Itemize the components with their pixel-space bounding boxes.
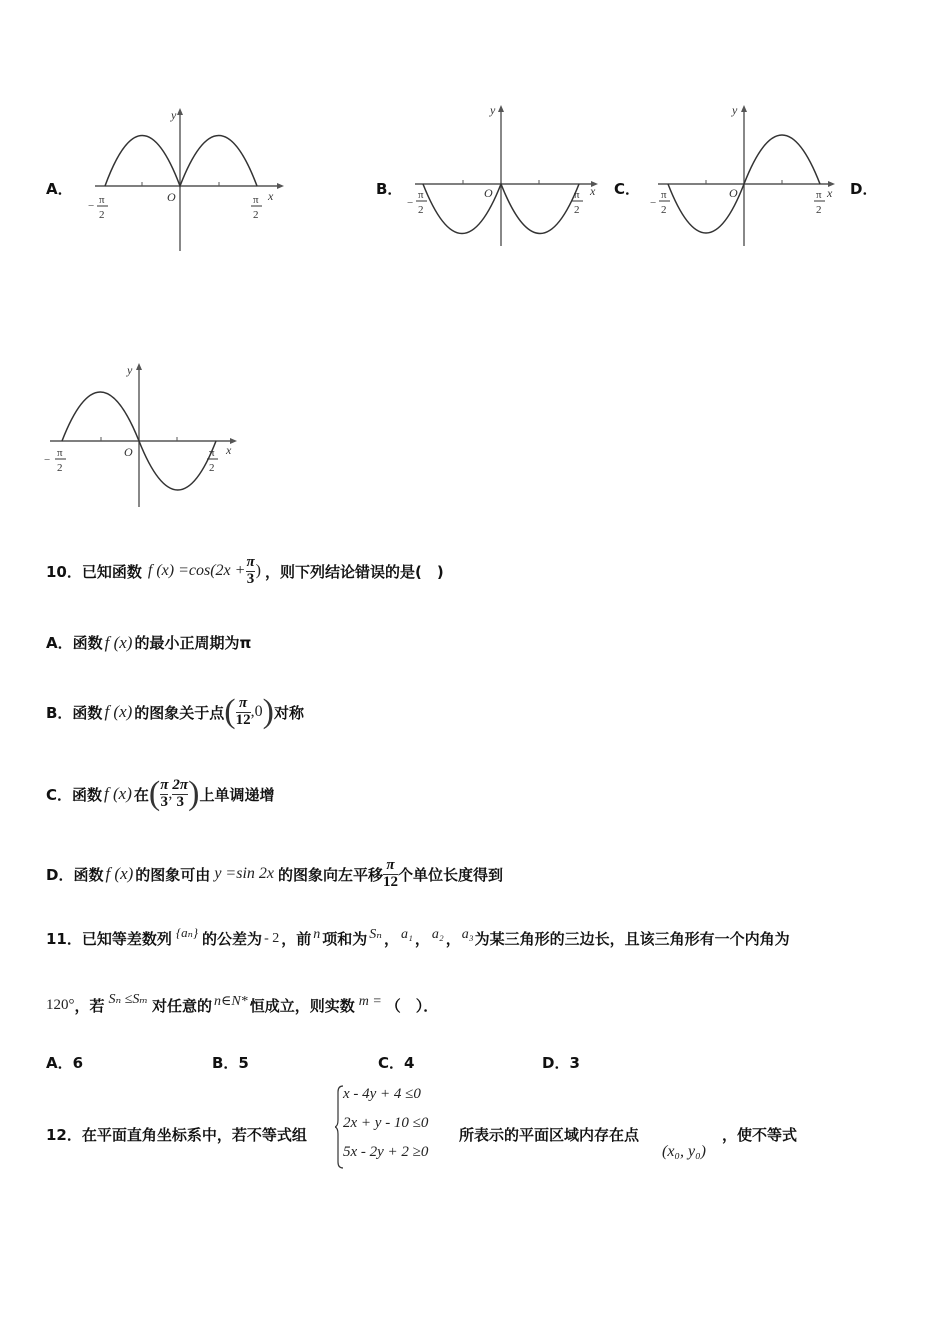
- x-axis-label: x: [827, 186, 833, 200]
- curve: [105, 136, 257, 187]
- graph-a: [85, 105, 295, 255]
- y-axis-label: y: [171, 108, 177, 122]
- y-axis-label: y: [732, 103, 738, 117]
- option-b-label: B．: [376, 180, 403, 198]
- question-11: 11．已知等差数列 {aₙ} 的公差为 - 2 ，前 n 项和为 Sₙ ， a₁ ， a₂ ， a₃ 为某三角形的三边长，且该三角形有一个内角为: [46, 924, 790, 948]
- svg-text:2: 2: [574, 204, 580, 216]
- graph-c: [648, 100, 848, 250]
- svg-text:2: 2: [816, 204, 822, 216]
- question-10: 10．已知函数 f (x) =cos(2x + $\frac{\pi}{3}$ ) ，则下列结论错误的是( ): [46, 554, 444, 587]
- origin-label: O: [167, 190, 176, 204]
- svg-text:2: 2: [661, 204, 667, 216]
- svg-text:π: π: [661, 189, 667, 201]
- x-axis-label: x: [590, 184, 596, 198]
- svg-text:−: −: [650, 197, 657, 209]
- svg-text:2: 2: [253, 209, 259, 221]
- origin-label: O: [124, 445, 133, 459]
- q11-option-c: C．4: [378, 1054, 415, 1072]
- svg-text:π: π: [99, 194, 105, 206]
- svg-text:π: π: [816, 189, 822, 201]
- svg-text:−: −: [88, 200, 95, 212]
- question-12-tail: ，使不等式: [722, 1126, 798, 1144]
- question-12-mid: 所表示的平面区域内存在点: [459, 1126, 640, 1144]
- question-12: 12．在平面直角坐标系中，若不等式组: [46, 1126, 307, 1144]
- q11-option-b: B．5: [212, 1054, 249, 1072]
- q10-option-b: B．函数 f (x) 的图象关于点 ( $\frac{\pi}{12}$ ,0 ) 对称: [46, 693, 304, 730]
- svg-text:2: 2: [209, 462, 215, 474]
- svg-text:−: −: [407, 197, 414, 209]
- svg-text:2: 2: [99, 209, 105, 221]
- svg-text:π: π: [253, 194, 259, 206]
- q10-option-a: A．函数 f (x) 的最小正周期为π: [46, 632, 252, 652]
- x-axis-label: x: [226, 443, 232, 457]
- graph-d: [40, 360, 250, 510]
- inequality-system: x - 4y + 4 ≤0 2x + y - 10 ≤0 5x - 2y + 2 ≥0: [335, 1084, 460, 1170]
- option-d-label: D．: [850, 180, 878, 198]
- question-11-line-2: 120° ，若 Sₙ ≤Sₘ 对任意的 n∈N* 恒成立，则实数 m = （ ）．: [46, 992, 439, 1015]
- y-axis-label: y: [127, 363, 133, 377]
- svg-text:2: 2: [418, 204, 424, 216]
- svg-text:π: π: [209, 447, 215, 459]
- x-axis-label: x: [268, 189, 274, 203]
- q10-option-c: C．函数 f (x) 在 ( $\frac{\pi}{3}$ , $\frac{2\pi}{3}$ ) 上单调递增: [46, 775, 275, 812]
- q10-option-d: D．函数 f (x) 的图象可由 y =sin 2x 的图象向左平移 $\frac{\pi}{12}$ 个单位长度得到: [46, 857, 504, 890]
- origin-label: O: [729, 186, 738, 200]
- q11-option-a: A．6: [46, 1054, 84, 1072]
- q11-option-d: D．3: [542, 1054, 580, 1072]
- svg-text:π: π: [418, 189, 424, 201]
- svg-text:2: 2: [57, 462, 63, 474]
- option-a-label: A．: [46, 180, 73, 198]
- y-axis-label: y: [490, 103, 496, 117]
- svg-text:π: π: [574, 189, 580, 201]
- graph-b: [405, 100, 605, 250]
- fraction: $\frac{\pi}{3}$: [246, 554, 255, 587]
- origin-label: O: [484, 186, 493, 200]
- option-c-label: C．: [614, 180, 641, 198]
- svg-text:−: −: [44, 454, 51, 466]
- svg-text:π: π: [57, 447, 63, 459]
- point-label: (x₀, y₀): [662, 1143, 706, 1160]
